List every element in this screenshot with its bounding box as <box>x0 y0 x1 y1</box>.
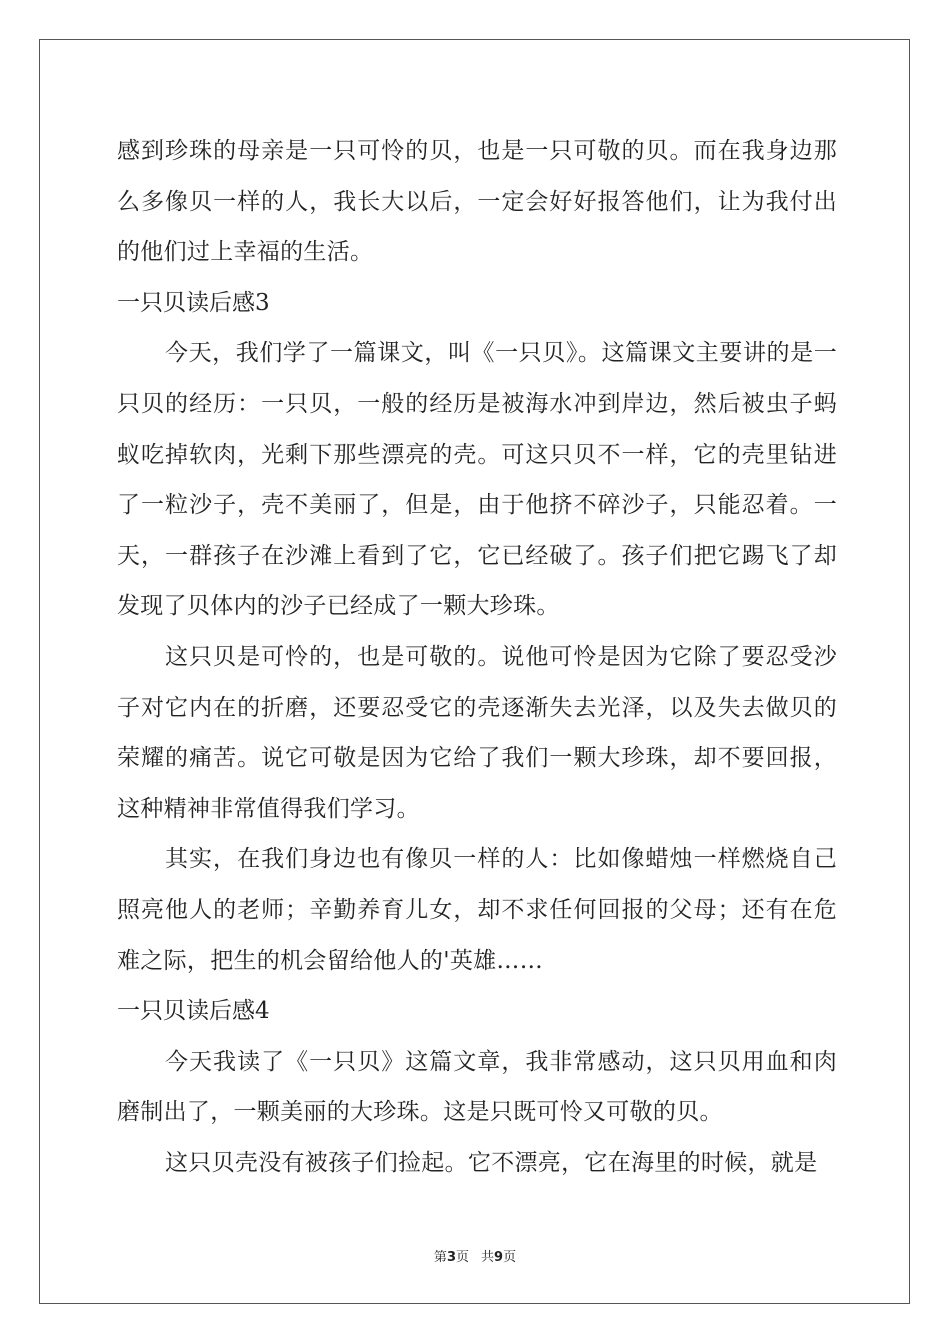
paragraph-1: 感到珍珠的母亲是一只可怜的贝，也是一只可敬的贝。而在我身边那么多像贝一样的人，我长大以后，一定会好好报答他们，让为我付出的他们过上幸福的生活。 <box>117 138 837 266</box>
section-heading-3: 一只贝读后感3 <box>117 289 270 316</box>
footer-page-prefix: 第 <box>433 1250 447 1265</box>
footer-total-prefix: 共 <box>481 1250 495 1265</box>
page-footer <box>0 1246 950 1265</box>
document-body <box>117 126 837 1188</box>
paragraph-3: 这只贝是可怜的，也是可敬的。说他可怜是因为它除了要忍受沙子对它内在的折磨，还要忍受它的壳逐渐失去光泽，以及失去做贝的荣耀的痛苦。说它可敬是因为它给了我们一颗大珍珠，却不要回报，这种精神非常值得我们学习。 <box>117 643 837 822</box>
section-heading-4: 一只贝读后感4 <box>117 998 270 1025</box>
footer-page-number: 3 <box>446 1250 456 1265</box>
footer-total-suffix: 页 <box>503 1250 517 1265</box>
paragraph-4: 其实，在我们身边也有像贝一样的人：比如像蜡烛一样燃烧自己照亮他人的老师；辛勤养育儿女，却不求任何回报的父母；还有在危难之际，把生的机会留给他人的'英雄…… <box>117 846 837 974</box>
footer-total-number: 9 <box>494 1250 504 1265</box>
footer-page-suffix: 页 <box>455 1250 469 1265</box>
paragraph-2: 今天，我们学了一篇课文，叫《一只贝》。这篇课文主要讲的是一只贝的经历：一只贝，一般的经历是被海水冲到岸边，然后被虫子蚂蚁吃掉软肉，光剩下那些漂亮的壳。可这只贝不一样，它的壳里钻进了一粒沙子，壳不美丽了，但是，由于他挤不碎沙子，只能忍着。一天，一群孩子在沙滩上看到了它，它已经破了。孩子们把它踢飞了却发现了贝体内的沙子已经成了一颗大珍珠。 <box>117 340 837 620</box>
paragraph-6: 这只贝壳没有被孩子们捡起。它不漂亮，它在海里的时候，就是 <box>165 1149 818 1176</box>
paragraph-5: 今天我读了《一只贝》这篇文章，我非常感动，这只贝用血和肉磨制出了，一颗美丽的大珍珠。这是只既可怜又可敬的贝。 <box>117 1048 837 1126</box>
